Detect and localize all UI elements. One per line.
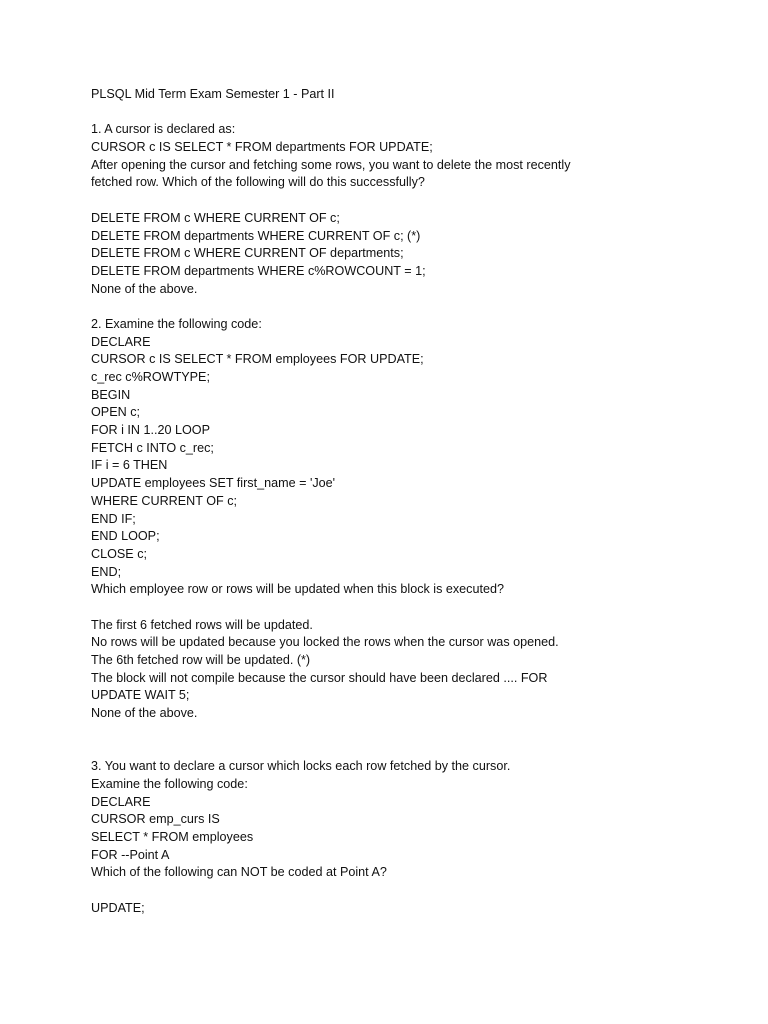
question-2-line: OPEN c;	[91, 405, 140, 420]
question-1	[91, 121, 731, 298]
question-2-option: The first 6 fetched rows will be updated.	[91, 617, 313, 632]
question-2-line: END;	[91, 564, 122, 579]
question-2-option: UPDATE WAIT 5;	[91, 688, 190, 703]
question-2-line: 2. Examine the following code:	[91, 316, 262, 331]
question-2-line: DECLARE	[91, 334, 151, 349]
question-3-line: Which of the following can NOT be coded at Point A?	[91, 865, 387, 880]
question-2-line: FOR i IN 1..20 LOOP	[91, 423, 210, 438]
question-2-option: The block will not compile because the cursor should have been declared .... FOR	[91, 670, 548, 685]
question-1-option: DELETE FROM departments WHERE c%ROWCOUNT = 1;	[91, 263, 426, 278]
question-2-option: None of the above.	[91, 706, 198, 721]
question-2-line: CURSOR c IS SELECT * FROM employees FOR UPDATE;	[91, 352, 424, 367]
question-1-option: DELETE FROM c WHERE CURRENT OF departments;	[91, 246, 404, 261]
question-2-line: IF i = 6 THEN	[91, 458, 168, 473]
question-1-option: DELETE FROM departments WHERE CURRENT OF c; (*)	[91, 228, 421, 243]
question-1-line: 1. A cursor is declared as:	[91, 122, 236, 137]
question-3-line: SELECT * FROM employees	[91, 829, 254, 844]
question-1-option: DELETE FROM c WHERE CURRENT OF c;	[91, 210, 340, 225]
question-1-line: After opening the cursor and fetching some rows, you want to delete the most recently	[91, 157, 571, 172]
document-title: PLSQL Mid Term Exam Semester 1 - Part II	[91, 87, 335, 101]
question-3-line: 3. You want to declare a cursor which locks each row fetched by the cursor.	[91, 759, 511, 774]
question-3-line: DECLARE	[91, 794, 151, 809]
question-1-line: fetched row. Which of the following will do this successfully?	[91, 175, 425, 190]
question-2-option: No rows will be updated because you locked the rows when the cursor was opened.	[91, 635, 559, 650]
question-2-option: The 6th fetched row will be updated. (*)	[91, 653, 311, 667]
question-2-line: FETCH c INTO c_rec;	[91, 440, 214, 455]
question-2-line: UPDATE employees SET first_name = 'Joe'	[91, 476, 336, 491]
question-2-line: END LOOP;	[91, 529, 160, 544]
question-3-line: FOR --Point A	[91, 847, 170, 862]
question-3-line: Examine the following code:	[91, 776, 248, 791]
question-2-line: END IF;	[91, 511, 136, 526]
question-2-line: c_rec c%ROWTYPE;	[91, 370, 210, 384]
question-3-option: UPDATE;	[91, 900, 145, 915]
question-2-line: Which employee row or rows will be updated when this block is executed?	[91, 582, 504, 597]
question-2-line: BEGIN	[91, 387, 131, 402]
question-1-option: None of the above.	[91, 281, 198, 296]
question-1-line: CURSOR c IS SELECT * FROM departments FOR UPDATE;	[91, 140, 433, 155]
question-2-line: WHERE CURRENT OF c;	[91, 493, 237, 508]
question-3-line: CURSOR emp_curs IS	[91, 812, 220, 827]
question-2-line: CLOSE c;	[91, 546, 147, 561]
question-2	[91, 316, 731, 723]
question-3	[91, 758, 731, 917]
document-body	[91, 86, 731, 917]
